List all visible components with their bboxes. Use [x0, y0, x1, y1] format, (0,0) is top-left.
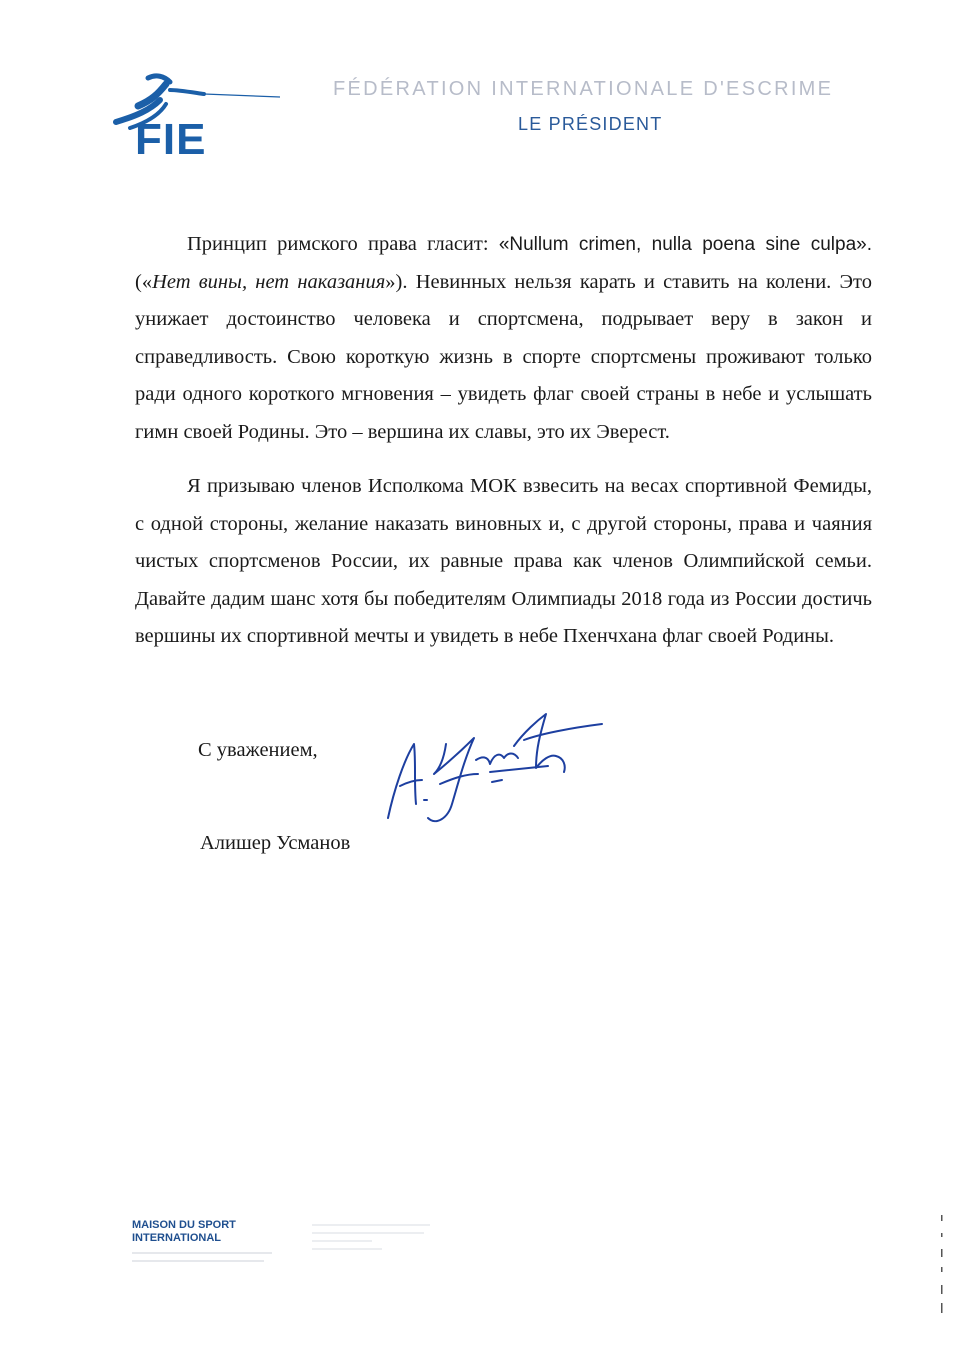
office-title: LE PRÉSIDENT: [518, 114, 663, 134]
paragraph-2: [135, 468, 872, 656]
p1-text-b: («: [135, 270, 153, 293]
footer-contact-block: [312, 1218, 432, 1270]
federation-name: FÉDÉRATION INTERNATIONALE D'ESCRIME: [333, 78, 834, 100]
footer-address: [132, 1219, 236, 1245]
scan-edge-marks: [940, 1215, 943, 1315]
paragraph-1: [135, 226, 872, 451]
fie-logo-text: FIE: [135, 115, 207, 164]
latin-quote: «Nullum crimen, nulla poena sine culpa».: [498, 234, 872, 255]
footer-line-1: MAISON DU SPORT: [132, 1219, 236, 1231]
signer-name: Алишер Усманов: [200, 832, 351, 854]
footer-faint-address: [132, 1248, 282, 1270]
italic-translation: Нет вины, нет наказания: [152, 270, 386, 293]
footer-line-2: INTERNATIONAL: [132, 1232, 222, 1244]
p2-text: Я призываю членов Исполкома МОК взвесить на весах спортивной Фемиды, с одной стороны, желание наказать виновных и, с другой стороны, права и чаяния чистых спортсменов России, их равные права как членов Олимпийской семьи. Давайте дадим шанс хотя бы победителям Олимпиады 2018 года из России достичь вершины их спортивной мечты и увидеть в небе Пхенчхана флаг своей Родины.: [135, 475, 872, 647]
p1-text-a: Принцип римского права гласит:: [187, 233, 499, 255]
p1-text-c: »). Невинных нельзя карать и ставить на колени. Это унижает достоинство человека и спортсмена, подрывает веру в закон и справедливость. Свою короткую жизнь в спорте спортсмены проживают только ради одного короткого мгновения – увидеть флаг своей страны в небе и услышать гимн своей Родины. Это – вершина их славы, это их Эверест.: [135, 270, 872, 443]
closing-salutation: С уважением,: [198, 739, 318, 761]
signature: [370, 700, 610, 840]
